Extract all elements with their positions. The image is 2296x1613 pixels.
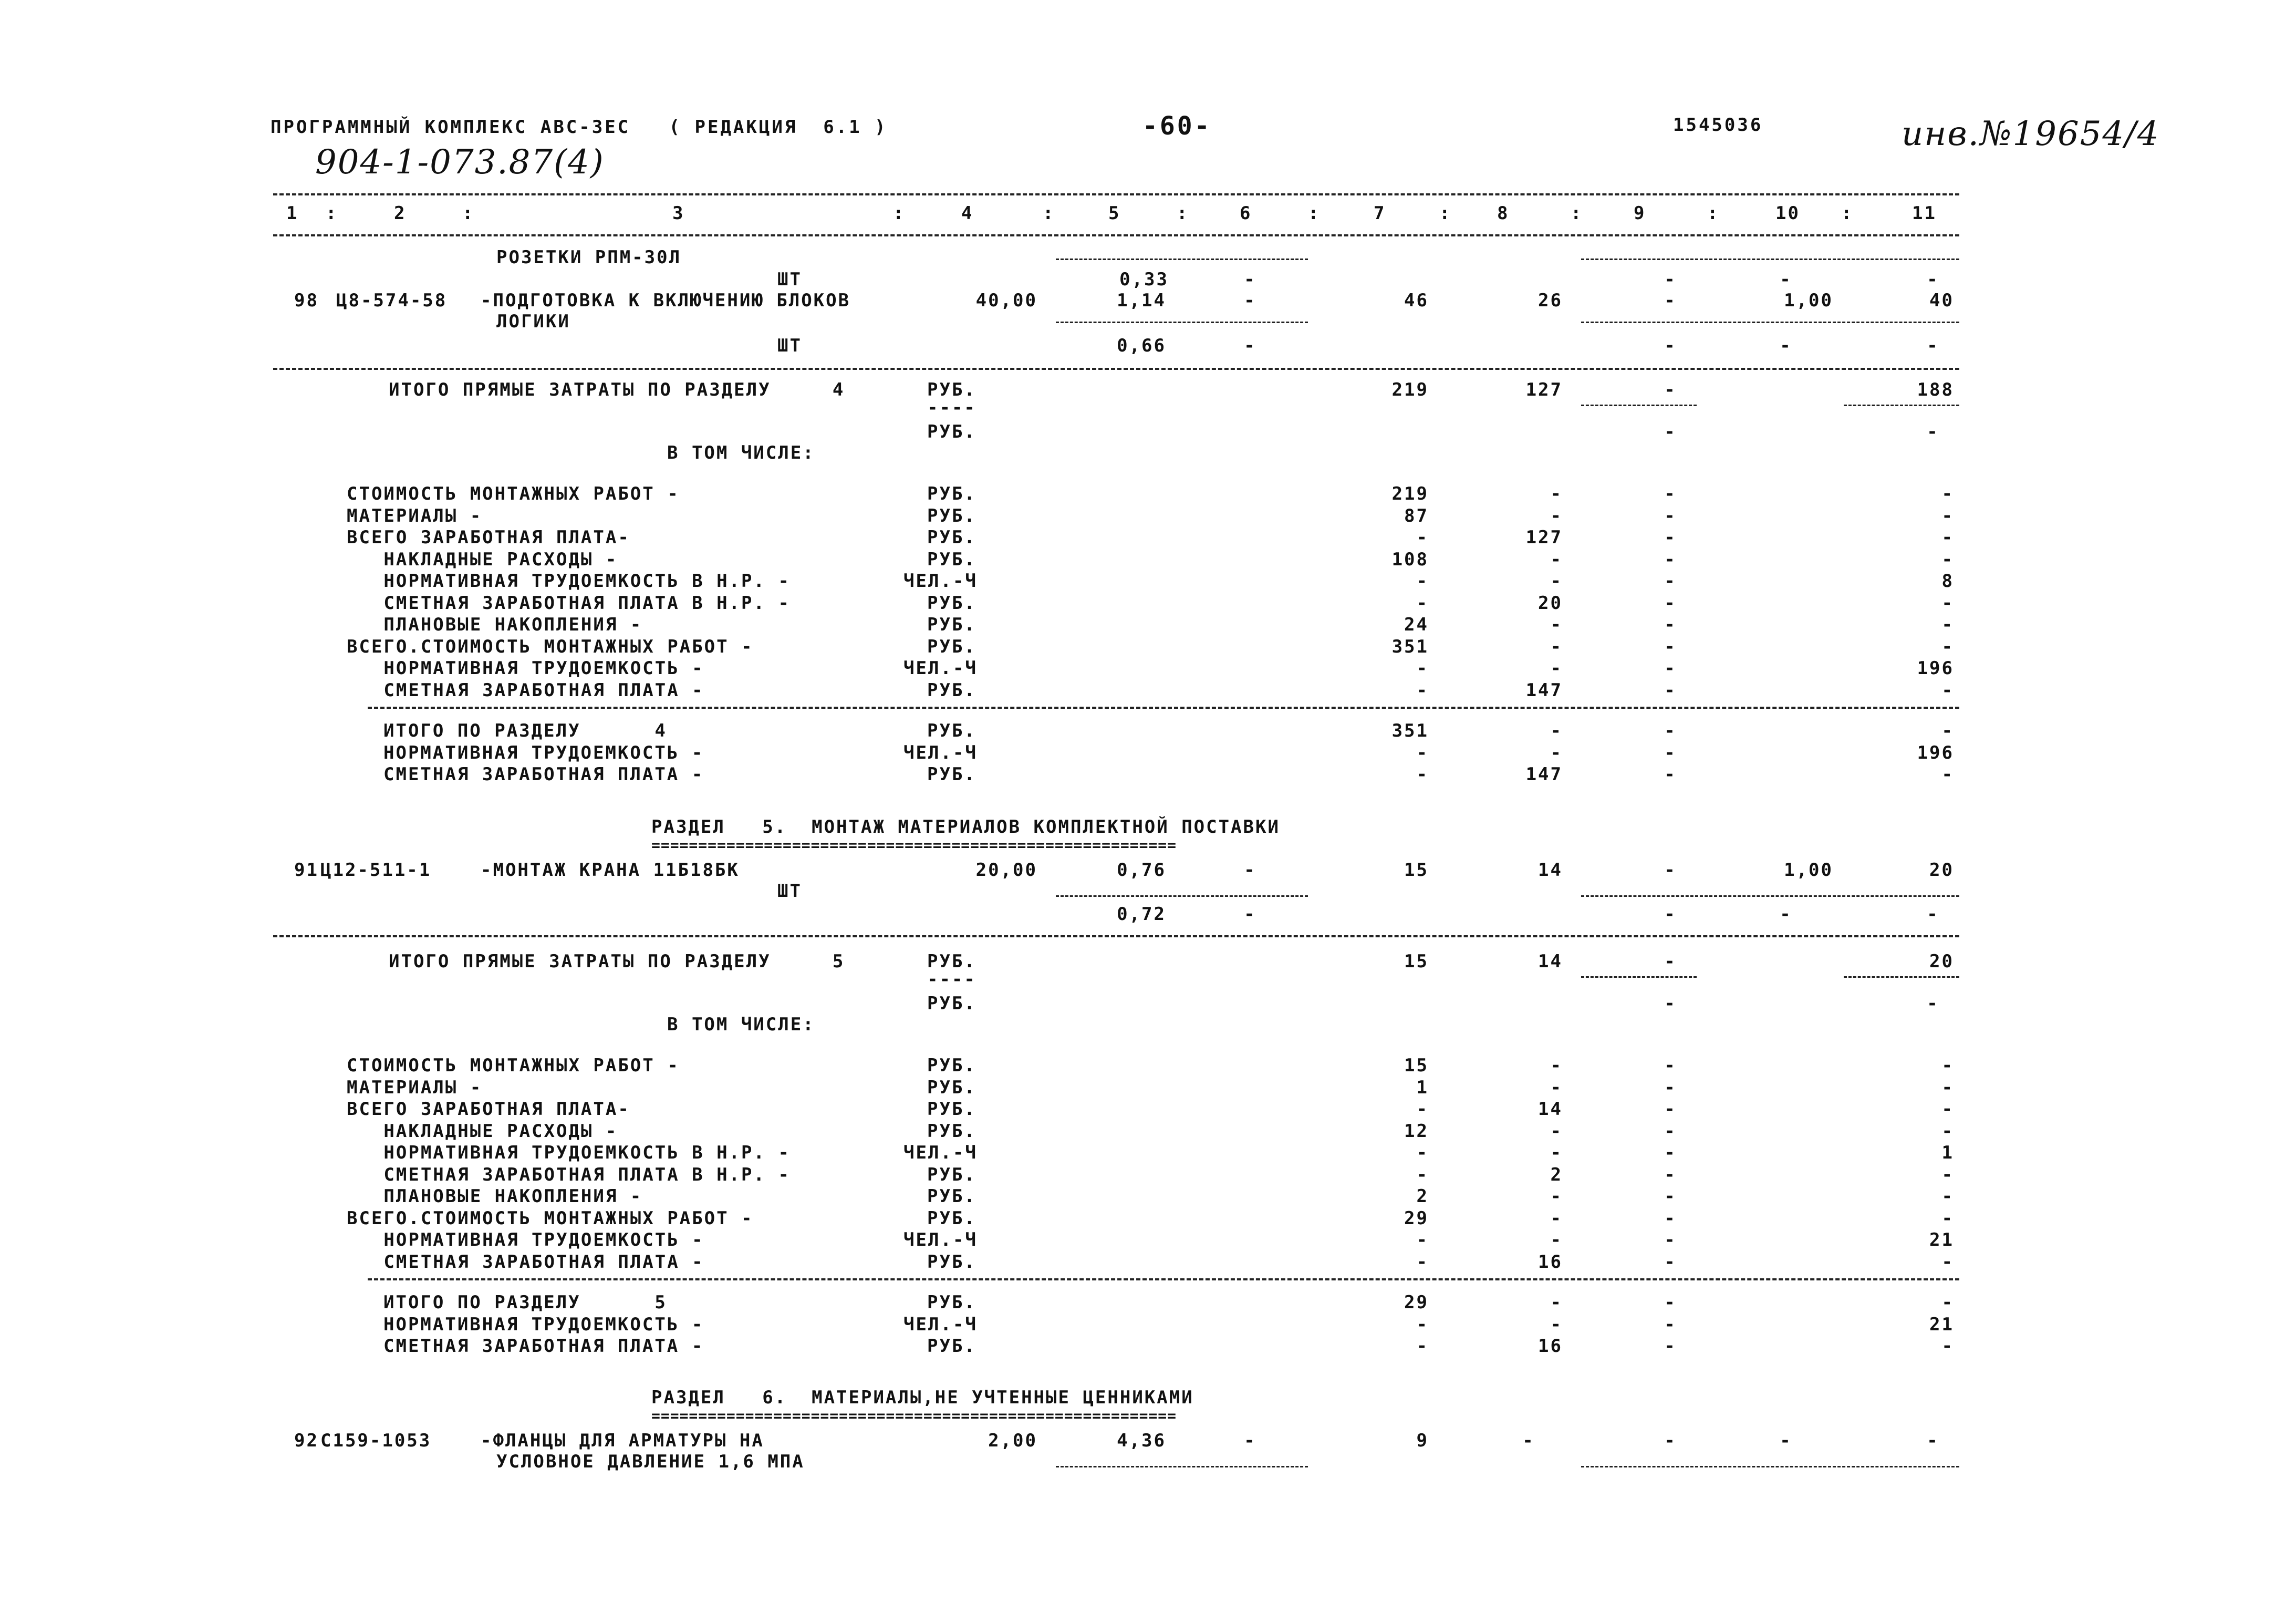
- header-rule-top: [273, 193, 1959, 195]
- col7-value: 1: [1416, 1077, 1429, 1098]
- section-total-label: ИТОГО ПО РАЗДЕЛУ 5: [383, 1292, 667, 1313]
- col11-value: -: [1941, 1336, 1954, 1357]
- unit: РУБ.: [927, 679, 976, 701]
- row-code: Ц12-511-1: [320, 860, 432, 881]
- cost-breakdown-label: ВСЕГО.СТОИМОСТЬ МОНТАЖНЫХ РАБОТ -: [347, 636, 754, 657]
- col9-value: -: [1664, 1055, 1677, 1076]
- unit: ЧЕЛ.-Ч: [903, 658, 978, 679]
- cost-breakdown-label: СМЕТНАЯ ЗАРАБОТНАЯ ПЛАТА В Н.Р. -: [347, 592, 791, 614]
- column-number: 11: [1912, 203, 1937, 224]
- col7-value: -: [1416, 679, 1429, 701]
- col9-value: -: [1664, 1430, 1677, 1451]
- cost-breakdown-label: НОРМАТИВНАЯ ТРУДОЕМКОСТЬ В Н.Р. -: [347, 571, 791, 592]
- col8-value: 16: [1538, 1251, 1563, 1273]
- col7-value: 2: [1416, 1186, 1429, 1207]
- col7-value: -: [1416, 764, 1429, 785]
- col7-value: -: [1416, 592, 1429, 614]
- row-name: -МОНТАЖ КРАНА 11Б18БК: [481, 860, 740, 881]
- col11-value: -: [1941, 1099, 1954, 1120]
- column-number: 10: [1775, 203, 1800, 224]
- col7-value: 108: [1391, 549, 1429, 570]
- col11-value: -: [1941, 1207, 1954, 1229]
- unit: ШТ: [777, 335, 802, 356]
- unit: РУБ.: [927, 1186, 976, 1207]
- col5-value: 4,36: [1117, 1430, 1166, 1451]
- col11-rule: [1844, 976, 1959, 978]
- cost-breakdown-label: СТОИМОСТЬ МОНТАЖНЫХ РАБОТ -: [347, 483, 680, 504]
- col5-value: 0,66: [1117, 335, 1166, 356]
- col7-value: 15: [1404, 860, 1429, 881]
- col9-value: -: [1664, 679, 1677, 701]
- col11-value: 40: [1929, 290, 1954, 311]
- col8-value: -: [1550, 614, 1563, 635]
- cost-breakdown-label: МАТЕРИАЛЫ -: [347, 505, 483, 526]
- col11-value: -: [1941, 1292, 1954, 1313]
- col11-value: -: [1941, 1055, 1954, 1076]
- col10-value: -: [1780, 1430, 1792, 1451]
- col9-value: -: [1664, 1077, 1677, 1098]
- column-separator: :: [1177, 203, 1189, 224]
- unit: РУБ.: [927, 993, 976, 1014]
- col6-value: -: [1244, 904, 1256, 925]
- header-rule-bottom: [273, 234, 1959, 236]
- col9-rule: [1581, 976, 1697, 978]
- unit: РУБ.: [927, 1164, 976, 1185]
- col5-value: 0,33: [1119, 269, 1169, 290]
- cost-breakdown-label: ПЛАНОВЫЕ НАКОПЛЕНИЯ -: [347, 1186, 643, 1207]
- col7-value: -: [1416, 1142, 1429, 1163]
- section-total-label: НОРМАТИВНАЯ ТРУДОЕМКОСТЬ -: [383, 742, 704, 763]
- col9-11-rule: [1581, 322, 1959, 323]
- col11-value: -: [1941, 1077, 1954, 1098]
- column-number: 2: [394, 203, 407, 224]
- col9-value: -: [1664, 1292, 1677, 1313]
- column-number: 3: [672, 203, 685, 224]
- col11-value: 8: [1941, 571, 1954, 592]
- col9-11-rule: [1581, 1466, 1959, 1467]
- section-total-label: СМЕТНАЯ ЗАРАБОТНАЯ ПЛАТА -: [383, 1336, 704, 1357]
- col11-value: -: [1941, 505, 1954, 526]
- col8-value: -: [1550, 1142, 1563, 1163]
- col8-value: 147: [1525, 679, 1563, 701]
- col11-value: -: [1941, 764, 1954, 785]
- cost-breakdown-label: СМЕТНАЯ ЗАРАБОТНАЯ ПЛАТА -: [347, 1251, 704, 1273]
- page-number: -60-: [1142, 111, 1212, 141]
- col9-value: -: [1664, 636, 1677, 657]
- cost-breakdown-label: НОРМАТИВНАЯ ТРУДОЕМКОСТЬ -: [347, 658, 704, 679]
- cost-breakdown-label: ВСЕГО ЗАРАБОТНАЯ ПЛАТА-: [347, 1099, 630, 1120]
- handwritten-inventory-number: инв.№19654/4: [1902, 115, 2160, 153]
- col11-value: -: [1941, 614, 1954, 635]
- col8-value: 127: [1525, 527, 1563, 548]
- col11-value: 1: [1941, 1142, 1954, 1163]
- col7-value: 29: [1404, 1292, 1429, 1313]
- col11-value: 20: [1929, 860, 1954, 881]
- col8-value: -: [1550, 720, 1563, 741]
- unit: РУБ.: [927, 527, 976, 548]
- col7-value: -: [1416, 1251, 1429, 1273]
- column-separator: :: [1707, 203, 1720, 224]
- direct-costs-total-label: ИТОГО ПРЯМЫЕ ЗАТРАТЫ ПО РАЗДЕЛУ 5: [389, 951, 845, 972]
- unit: РУБ.: [927, 483, 976, 504]
- unit: РУБ.: [927, 1055, 976, 1076]
- col9-value: -: [1664, 592, 1677, 614]
- column-separator: :: [1841, 203, 1854, 224]
- col6-value: -: [1244, 335, 1256, 356]
- col11-value: -: [1941, 483, 1954, 504]
- col11-value: -: [1941, 679, 1954, 701]
- including-label: В ТОМ ЧИСЛЕ:: [667, 1014, 815, 1035]
- col10-value: -: [1780, 269, 1792, 290]
- col9-11-rule: [1581, 895, 1959, 897]
- col7-value: 9: [1416, 1430, 1429, 1451]
- column-separator: :: [462, 203, 475, 224]
- column-separator: :: [1571, 203, 1583, 224]
- col9-value: -: [1664, 993, 1677, 1014]
- unit: ЧЕЛ.-Ч: [903, 742, 978, 763]
- col5-value: 1,14: [1117, 290, 1166, 311]
- col9-rule: [1581, 405, 1697, 406]
- col8-value: -: [1550, 1120, 1563, 1142]
- unit: ЧЕЛ.-Ч: [903, 571, 978, 592]
- unit: РУБ.: [927, 1207, 976, 1229]
- unit: РУБ.: [927, 720, 976, 741]
- col8-value: -: [1550, 1229, 1563, 1250]
- section-total-label: СМЕТНАЯ ЗАРАБОТНАЯ ПЛАТА -: [383, 764, 704, 785]
- col6-value: -: [1244, 290, 1256, 311]
- unit: РУБ.: [927, 764, 976, 785]
- col8-value: 14: [1538, 1099, 1563, 1120]
- col5-value: 0,72: [1117, 904, 1166, 925]
- col8-value: 20: [1538, 592, 1563, 614]
- unit: ЧЕЛ.-Ч: [903, 1142, 978, 1163]
- column-number: 1: [286, 203, 299, 224]
- col9-value: -: [1664, 1251, 1677, 1273]
- col9-value: -: [1664, 290, 1677, 311]
- col9-value: -: [1664, 1207, 1677, 1229]
- col5-6-rule: [1056, 895, 1308, 897]
- col9-value: -: [1664, 483, 1677, 504]
- col8-value: 14: [1538, 860, 1563, 881]
- col7-value: -: [1416, 658, 1429, 679]
- col11-rule: [1844, 405, 1959, 406]
- col7-value: -: [1416, 742, 1429, 763]
- col7-value: 12: [1404, 1120, 1429, 1142]
- col11-value: 188: [1917, 379, 1954, 400]
- col7-value: 24: [1404, 614, 1429, 635]
- col8-value: -: [1550, 483, 1563, 504]
- col11-value: 20: [1929, 951, 1954, 972]
- col7-value: -: [1416, 1229, 1429, 1250]
- col9-value: -: [1664, 614, 1677, 635]
- column-separator: :: [1308, 203, 1321, 224]
- col9-value: -: [1664, 764, 1677, 785]
- col7-value: -: [1416, 1336, 1429, 1357]
- col11-value: -: [1941, 1164, 1954, 1185]
- col11-value: -: [1941, 527, 1954, 548]
- unit: РУБ.: [927, 592, 976, 614]
- col5-6-rule: [1056, 1466, 1308, 1467]
- col7-value: 351: [1391, 636, 1429, 657]
- col8-value: -: [1550, 549, 1563, 570]
- col9-value: -: [1664, 720, 1677, 741]
- cost-breakdown-label: НАКЛАДНЫЕ РАСХОДЫ -: [347, 549, 618, 570]
- col10-value: 1,00: [1784, 290, 1833, 311]
- col11-value: -: [1927, 421, 1939, 442]
- col7-value: -: [1416, 1164, 1429, 1185]
- unit: ЧЕЛ.-Ч: [903, 1314, 978, 1335]
- col6-value: -: [1244, 1430, 1256, 1451]
- row-number: 92: [294, 1430, 319, 1451]
- col9-value: -: [1664, 1336, 1677, 1357]
- col7-value: 29: [1404, 1207, 1429, 1229]
- cost-breakdown-label: МАТЕРИАЛЫ -: [347, 1077, 483, 1098]
- unit: РУБ.: [927, 1120, 976, 1142]
- section-rule: [273, 935, 1959, 937]
- col8-value: 2: [1550, 1164, 1563, 1185]
- col5-value: 0,76: [1117, 860, 1166, 881]
- col9-value: -: [1664, 860, 1677, 881]
- section-title-underline: ========================================================: [651, 836, 1177, 854]
- col9-value: -: [1664, 1099, 1677, 1120]
- col7-value: -: [1416, 1099, 1429, 1120]
- col8-value: -: [1550, 1207, 1563, 1229]
- col9-value: -: [1664, 951, 1677, 972]
- unit-divider: ----: [927, 397, 976, 418]
- col9-value: -: [1664, 1314, 1677, 1335]
- unit: РУБ.: [927, 549, 976, 570]
- section-title: РАЗДЕЛ 5. МОНТАЖ МАТЕРИАЛОВ КОМПЛЕКТНОЙ ПОСТАВКИ: [651, 816, 1280, 837]
- unit: РУБ.: [927, 951, 976, 972]
- unit: ШТ: [777, 881, 802, 902]
- row-code: С159-1053: [320, 1430, 432, 1451]
- col9-value: -: [1664, 571, 1677, 592]
- cost-breakdown-label: СМЕТНАЯ ЗАРАБОТНАЯ ПЛАТА -: [347, 679, 704, 701]
- col11-value: -: [1941, 1251, 1954, 1273]
- including-label: В ТОМ ЧИСЛЕ:: [667, 442, 815, 463]
- column-number: 6: [1240, 203, 1252, 224]
- cost-breakdown-label: НАКЛАДНЫЕ РАСХОДЫ -: [347, 1120, 618, 1142]
- col9-value: -: [1664, 1120, 1677, 1142]
- col9-value: -: [1664, 549, 1677, 570]
- column-separator: :: [326, 203, 338, 224]
- col6-value: -: [1244, 860, 1256, 881]
- col8-value: 16: [1538, 1336, 1563, 1357]
- col7-value: 46: [1404, 290, 1429, 311]
- col7-value: 15: [1404, 1055, 1429, 1076]
- col11-value: 196: [1917, 658, 1954, 679]
- unit: РУБ.: [927, 614, 976, 635]
- col9-value: -: [1664, 1142, 1677, 1163]
- col8-value: 147: [1525, 764, 1563, 785]
- unit: ЧЕЛ.-Ч: [903, 1229, 978, 1250]
- program-header: ПРОГРАММНЫЙ КОМПЛЕКС АВС-3ЕС ( РЕДАКЦИЯ 6.1 ): [271, 117, 888, 138]
- col7-value: 219: [1391, 483, 1429, 504]
- col6-value: -: [1244, 269, 1256, 290]
- col5-6-rule: [1056, 322, 1308, 323]
- col10-value: 1,00: [1784, 860, 1833, 881]
- col7-value: 351: [1391, 720, 1429, 741]
- unit: РУБ.: [927, 636, 976, 657]
- section-rule: [273, 368, 1959, 370]
- col11-value: -: [1941, 549, 1954, 570]
- col11-value: -: [1941, 1186, 1954, 1207]
- row-name: УСЛОВНОЕ ДАВЛЕНИЕ 1,6 МПА: [496, 1451, 805, 1472]
- col8-value: 14: [1538, 951, 1563, 972]
- unit: РУБ.: [927, 379, 976, 400]
- cost-breakdown-label: ПЛАНОВЫЕ НАКОПЛЕНИЯ -: [347, 614, 643, 635]
- section-total-label: НОРМАТИВНАЯ ТРУДОЕМКОСТЬ -: [383, 1314, 704, 1335]
- section-title-underline: ========================================================: [651, 1407, 1177, 1424]
- col8-value: 26: [1538, 290, 1563, 311]
- col8-value: 127: [1525, 379, 1563, 400]
- unit: РУБ.: [927, 1099, 976, 1120]
- col8-value: -: [1550, 658, 1563, 679]
- column-number: 7: [1374, 203, 1386, 224]
- quantity: 2,00: [988, 1430, 1037, 1451]
- col9-11-rule: [1581, 259, 1959, 260]
- col9-value: -: [1664, 658, 1677, 679]
- col7-value: -: [1416, 527, 1429, 548]
- col11-value: -: [1941, 1120, 1954, 1142]
- section-title: РАЗДЕЛ 6. МАТЕРИАЛЫ,НЕ УЧТЕННЫЕ ЦЕННИКАМИ: [651, 1387, 1194, 1408]
- col7-value: -: [1416, 1314, 1429, 1335]
- quantity: 40,00: [975, 290, 1037, 311]
- col9-value: -: [1664, 1164, 1677, 1185]
- col9-value: -: [1664, 527, 1677, 548]
- unit: РУБ.: [927, 421, 976, 442]
- col11-value: -: [1941, 720, 1954, 741]
- unit: РУБ.: [927, 1292, 976, 1313]
- col8-value: -: [1550, 1314, 1563, 1335]
- col11-value: -: [1941, 636, 1954, 657]
- col7-value: 87: [1404, 505, 1429, 526]
- summary-rule: [368, 1278, 1959, 1280]
- col9-value: -: [1664, 1229, 1677, 1250]
- col9-value: -: [1664, 904, 1677, 925]
- col8-value: -: [1550, 1077, 1563, 1098]
- cost-breakdown-label: СМЕТНАЯ ЗАРАБОТНАЯ ПЛАТА В Н.Р. -: [347, 1164, 791, 1185]
- cost-breakdown-label: ВСЕГО.СТОИМОСТЬ МОНТАЖНЫХ РАБОТ -: [347, 1207, 754, 1229]
- col11-value: 21: [1929, 1229, 1954, 1250]
- col8-value: -: [1550, 742, 1563, 763]
- column-number: 5: [1108, 203, 1121, 224]
- col8-value: -: [1550, 636, 1563, 657]
- col5-6-rule: [1056, 259, 1308, 260]
- cost-breakdown-label: ВСЕГО ЗАРАБОТНАЯ ПЛАТА-: [347, 527, 630, 548]
- unit: РУБ.: [927, 1336, 976, 1357]
- handwritten-project-number: 904-1-073.87(4): [315, 143, 605, 182]
- section-total-label: ИТОГО ПО РАЗДЕЛУ 4: [383, 720, 667, 741]
- col8-value: -: [1550, 1186, 1563, 1207]
- col9-value: -: [1664, 269, 1677, 290]
- item-name-continuation: РОЗЕТКИ РПМ-30Л: [496, 247, 682, 268]
- column-separator: :: [1439, 203, 1452, 224]
- col8-value: -: [1522, 1430, 1535, 1451]
- col11-value: -: [1927, 904, 1939, 925]
- unit: РУБ.: [927, 1251, 976, 1273]
- row-number: 91: [294, 860, 319, 881]
- col7-value: 15: [1404, 951, 1429, 972]
- unit: ШТ: [777, 269, 802, 290]
- col9-value: -: [1664, 742, 1677, 763]
- col7-value: -: [1416, 571, 1429, 592]
- col10-value: -: [1780, 335, 1792, 356]
- col11-value: -: [1927, 993, 1939, 1014]
- col8-value: -: [1550, 571, 1563, 592]
- row-name: -ПОДГОТОВКА К ВКЛЮЧЕНИЮ БЛОКОВ: [481, 290, 851, 311]
- row-code: Ц8-574-58: [336, 290, 448, 311]
- col8-value: -: [1550, 1055, 1563, 1076]
- cost-breakdown-label: НОРМАТИВНАЯ ТРУДОЕМКОСТЬ В Н.Р. -: [347, 1142, 791, 1163]
- col8-value: -: [1550, 505, 1563, 526]
- col10-value: -: [1780, 904, 1792, 925]
- row-name: -ФЛАНЦЫ ДЛЯ АРМАТУРЫ НА: [481, 1430, 764, 1451]
- column-separator: :: [893, 203, 906, 224]
- col8-value: -: [1550, 1292, 1563, 1313]
- column-number: 9: [1634, 203, 1646, 224]
- column-number: 4: [961, 203, 974, 224]
- col9-value: -: [1664, 335, 1677, 356]
- col11-value: -: [1927, 335, 1939, 356]
- cost-breakdown-label: СТОИМОСТЬ МОНТАЖНЫХ РАБОТ -: [347, 1055, 680, 1076]
- col11-value: 196: [1917, 742, 1954, 763]
- document-code: 1545036: [1673, 115, 1763, 136]
- col11-value: -: [1941, 592, 1954, 614]
- col9-value: -: [1664, 1186, 1677, 1207]
- unit: РУБ.: [927, 505, 976, 526]
- col11-value: -: [1927, 269, 1939, 290]
- quantity: 20,00: [975, 860, 1037, 881]
- col7-value: 219: [1391, 379, 1429, 400]
- row-name: ЛОГИКИ: [496, 311, 570, 332]
- column-separator: :: [1043, 203, 1055, 224]
- col9-value: -: [1664, 421, 1677, 442]
- cost-breakdown-label: НОРМАТИВНАЯ ТРУДОЕМКОСТЬ -: [347, 1229, 704, 1250]
- col9-value: -: [1664, 379, 1677, 400]
- col9-value: -: [1664, 505, 1677, 526]
- direct-costs-total-label: ИТОГО ПРЯМЫЕ ЗАТРАТЫ ПО РАЗДЕЛУ 4: [389, 379, 845, 400]
- unit: РУБ.: [927, 1077, 976, 1098]
- column-number: 8: [1497, 203, 1510, 224]
- unit-divider: ----: [927, 969, 976, 990]
- row-number: 98: [294, 290, 319, 311]
- col11-value: 21: [1929, 1314, 1954, 1335]
- col11-value: -: [1927, 1430, 1939, 1451]
- summary-rule: [368, 707, 1959, 709]
